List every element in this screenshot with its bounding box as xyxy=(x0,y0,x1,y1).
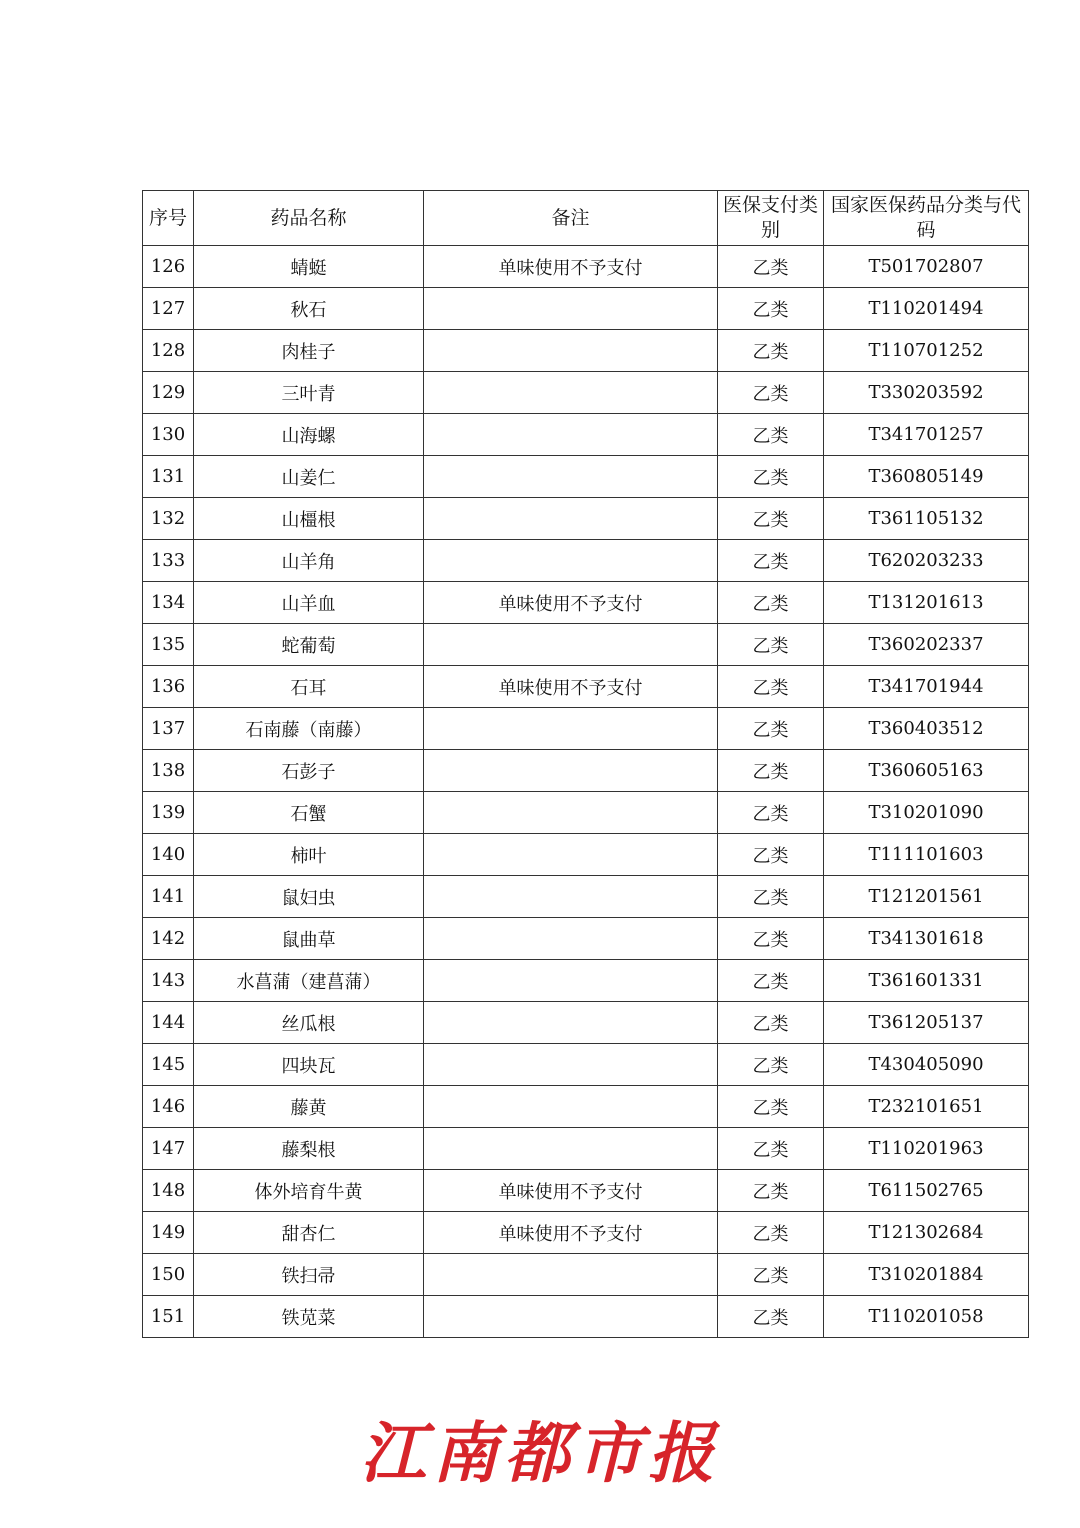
cell-name: 四块瓦 xyxy=(194,1044,424,1086)
table-row xyxy=(143,792,1029,834)
cell-code: T110701252 xyxy=(824,330,1029,372)
cell-category: 乙类 xyxy=(718,624,824,666)
cell-no: 147 xyxy=(143,1128,194,1170)
cell-code: T110201058 xyxy=(824,1296,1029,1338)
cell-name: 鼠妇虫 xyxy=(194,876,424,918)
table-row xyxy=(143,918,1029,960)
table-row xyxy=(143,1254,1029,1296)
cell-category: 乙类 xyxy=(718,1086,824,1128)
cell-note: 单味使用不予支付 xyxy=(424,1170,718,1212)
cell-note xyxy=(424,1044,718,1086)
cell-category: 乙类 xyxy=(718,372,824,414)
cell-name: 鼠曲草 xyxy=(194,918,424,960)
cell-code: T310201884 xyxy=(824,1254,1029,1296)
cell-name: 水菖蒲（建菖蒲） xyxy=(194,960,424,1002)
cell-name: 蜻蜓 xyxy=(194,246,424,288)
cell-no: 148 xyxy=(143,1170,194,1212)
cell-category: 乙类 xyxy=(718,456,824,498)
cell-category: 乙类 xyxy=(718,960,824,1002)
header-category: 医保支付类别 xyxy=(718,191,824,246)
cell-code: T341301618 xyxy=(824,918,1029,960)
cell-no: 149 xyxy=(143,1212,194,1254)
table-row xyxy=(143,750,1029,792)
header-code: 国家医保药品分类与代码 xyxy=(824,191,1029,246)
cell-code: T361105132 xyxy=(824,498,1029,540)
table-header-row xyxy=(143,191,1029,246)
cell-code: T360805149 xyxy=(824,456,1029,498)
header-note: 备注 xyxy=(424,191,718,246)
cell-category: 乙类 xyxy=(718,330,824,372)
cell-no: 144 xyxy=(143,1002,194,1044)
table-row xyxy=(143,666,1029,708)
cell-no: 127 xyxy=(143,288,194,330)
cell-no: 150 xyxy=(143,1254,194,1296)
cell-category: 乙类 xyxy=(718,582,824,624)
table-row xyxy=(143,498,1029,540)
table-row xyxy=(143,1086,1029,1128)
cell-code: T361205137 xyxy=(824,1002,1029,1044)
cell-code: T360202337 xyxy=(824,624,1029,666)
cell-no: 128 xyxy=(143,330,194,372)
table-row xyxy=(143,1002,1029,1044)
cell-note xyxy=(424,918,718,960)
table-row xyxy=(143,960,1029,1002)
cell-category: 乙类 xyxy=(718,708,824,750)
cell-code: T360605163 xyxy=(824,750,1029,792)
cell-no: 133 xyxy=(143,540,194,582)
cell-code: T110201963 xyxy=(824,1128,1029,1170)
cell-note xyxy=(424,1128,718,1170)
cell-note xyxy=(424,414,718,456)
cell-no: 151 xyxy=(143,1296,194,1338)
cell-no: 138 xyxy=(143,750,194,792)
cell-category: 乙类 xyxy=(718,540,824,582)
cell-no: 129 xyxy=(143,372,194,414)
cell-name: 山姜仁 xyxy=(194,456,424,498)
table-row xyxy=(143,834,1029,876)
cell-note xyxy=(424,1296,718,1338)
newspaper-logo: 江南都市报 xyxy=(360,1414,720,1492)
cell-category: 乙类 xyxy=(718,1128,824,1170)
cell-name: 铁扫帚 xyxy=(194,1254,424,1296)
drug-table xyxy=(142,190,1029,1338)
cell-category: 乙类 xyxy=(718,498,824,540)
table-row xyxy=(143,1212,1029,1254)
cell-note xyxy=(424,750,718,792)
table-row xyxy=(143,1044,1029,1086)
cell-note: 单味使用不予支付 xyxy=(424,246,718,288)
cell-code: T430405090 xyxy=(824,1044,1029,1086)
table-row xyxy=(143,1296,1029,1338)
table-row xyxy=(143,456,1029,498)
cell-note xyxy=(424,1254,718,1296)
cell-category: 乙类 xyxy=(718,750,824,792)
table-row xyxy=(143,624,1029,666)
cell-note xyxy=(424,540,718,582)
cell-note xyxy=(424,834,718,876)
cell-note xyxy=(424,1086,718,1128)
cell-category: 乙类 xyxy=(718,288,824,330)
cell-code: T121201561 xyxy=(824,876,1029,918)
cell-code: T330203592 xyxy=(824,372,1029,414)
cell-no: 141 xyxy=(143,876,194,918)
cell-no: 130 xyxy=(143,414,194,456)
cell-category: 乙类 xyxy=(718,1212,824,1254)
cell-no: 132 xyxy=(143,498,194,540)
cell-name: 石彭子 xyxy=(194,750,424,792)
table-row xyxy=(143,708,1029,750)
cell-name: 山羊血 xyxy=(194,582,424,624)
cell-name: 石南藤（南藤） xyxy=(194,708,424,750)
table-row xyxy=(143,582,1029,624)
cell-name: 铁苋菜 xyxy=(194,1296,424,1338)
cell-note xyxy=(424,960,718,1002)
cell-code: T341701944 xyxy=(824,666,1029,708)
cell-note xyxy=(424,1002,718,1044)
cell-no: 131 xyxy=(143,456,194,498)
cell-name: 蛇葡萄 xyxy=(194,624,424,666)
cell-note xyxy=(424,624,718,666)
cell-no: 126 xyxy=(143,246,194,288)
table-row xyxy=(143,288,1029,330)
cell-category: 乙类 xyxy=(718,414,824,456)
cell-no: 139 xyxy=(143,792,194,834)
cell-code: T361601331 xyxy=(824,960,1029,1002)
cell-category: 乙类 xyxy=(718,792,824,834)
cell-code: T131201613 xyxy=(824,582,1029,624)
cell-category: 乙类 xyxy=(718,1296,824,1338)
cell-note: 单味使用不予支付 xyxy=(424,666,718,708)
table-body xyxy=(143,246,1029,1338)
cell-name: 山橿根 xyxy=(194,498,424,540)
cell-no: 142 xyxy=(143,918,194,960)
cell-note xyxy=(424,288,718,330)
cell-name: 藤黄 xyxy=(194,1086,424,1128)
table-row xyxy=(143,330,1029,372)
cell-name: 体外培育牛黄 xyxy=(194,1170,424,1212)
cell-note: 单味使用不予支付 xyxy=(424,582,718,624)
cell-note xyxy=(424,792,718,834)
cell-code: T110201494 xyxy=(824,288,1029,330)
cell-name: 肉桂子 xyxy=(194,330,424,372)
cell-category: 乙类 xyxy=(718,1044,824,1086)
cell-name: 山海螺 xyxy=(194,414,424,456)
cell-category: 乙类 xyxy=(718,1170,824,1212)
cell-no: 146 xyxy=(143,1086,194,1128)
cell-code: T360403512 xyxy=(824,708,1029,750)
cell-category: 乙类 xyxy=(718,1254,824,1296)
cell-note xyxy=(424,708,718,750)
cell-name: 丝瓜根 xyxy=(194,1002,424,1044)
cell-code: T611502765 xyxy=(824,1170,1029,1212)
header-name: 药品名称 xyxy=(194,191,424,246)
cell-category: 乙类 xyxy=(718,876,824,918)
cell-note xyxy=(424,330,718,372)
table-row xyxy=(143,1170,1029,1212)
cell-code: T121302684 xyxy=(824,1212,1029,1254)
cell-name: 藤梨根 xyxy=(194,1128,424,1170)
cell-note xyxy=(424,876,718,918)
table-row xyxy=(143,414,1029,456)
cell-name: 石蟹 xyxy=(194,792,424,834)
cell-note: 单味使用不予支付 xyxy=(424,1212,718,1254)
cell-name: 秋石 xyxy=(194,288,424,330)
cell-name: 石耳 xyxy=(194,666,424,708)
cell-no: 134 xyxy=(143,582,194,624)
cell-code: T620203233 xyxy=(824,540,1029,582)
cell-no: 135 xyxy=(143,624,194,666)
table-row xyxy=(143,246,1029,288)
cell-name: 三叶青 xyxy=(194,372,424,414)
cell-no: 136 xyxy=(143,666,194,708)
cell-code: T501702807 xyxy=(824,246,1029,288)
cell-note xyxy=(424,456,718,498)
cell-code: T341701257 xyxy=(824,414,1029,456)
cell-code: T232101651 xyxy=(824,1086,1029,1128)
table-row xyxy=(143,372,1029,414)
cell-code: T111101603 xyxy=(824,834,1029,876)
cell-category: 乙类 xyxy=(718,246,824,288)
cell-category: 乙类 xyxy=(718,918,824,960)
table-row xyxy=(143,540,1029,582)
cell-category: 乙类 xyxy=(718,666,824,708)
cell-name: 甜杏仁 xyxy=(194,1212,424,1254)
table-row xyxy=(143,876,1029,918)
cell-code: T310201090 xyxy=(824,792,1029,834)
cell-note xyxy=(424,498,718,540)
cell-no: 140 xyxy=(143,834,194,876)
cell-note xyxy=(424,372,718,414)
cell-no: 137 xyxy=(143,708,194,750)
cell-no: 143 xyxy=(143,960,194,1002)
header-no: 序号 xyxy=(143,191,194,246)
cell-no: 145 xyxy=(143,1044,194,1086)
cell-name: 山羊角 xyxy=(194,540,424,582)
table-row xyxy=(143,1128,1029,1170)
cell-name: 柿叶 xyxy=(194,834,424,876)
cell-category: 乙类 xyxy=(718,1002,824,1044)
cell-category: 乙类 xyxy=(718,834,824,876)
